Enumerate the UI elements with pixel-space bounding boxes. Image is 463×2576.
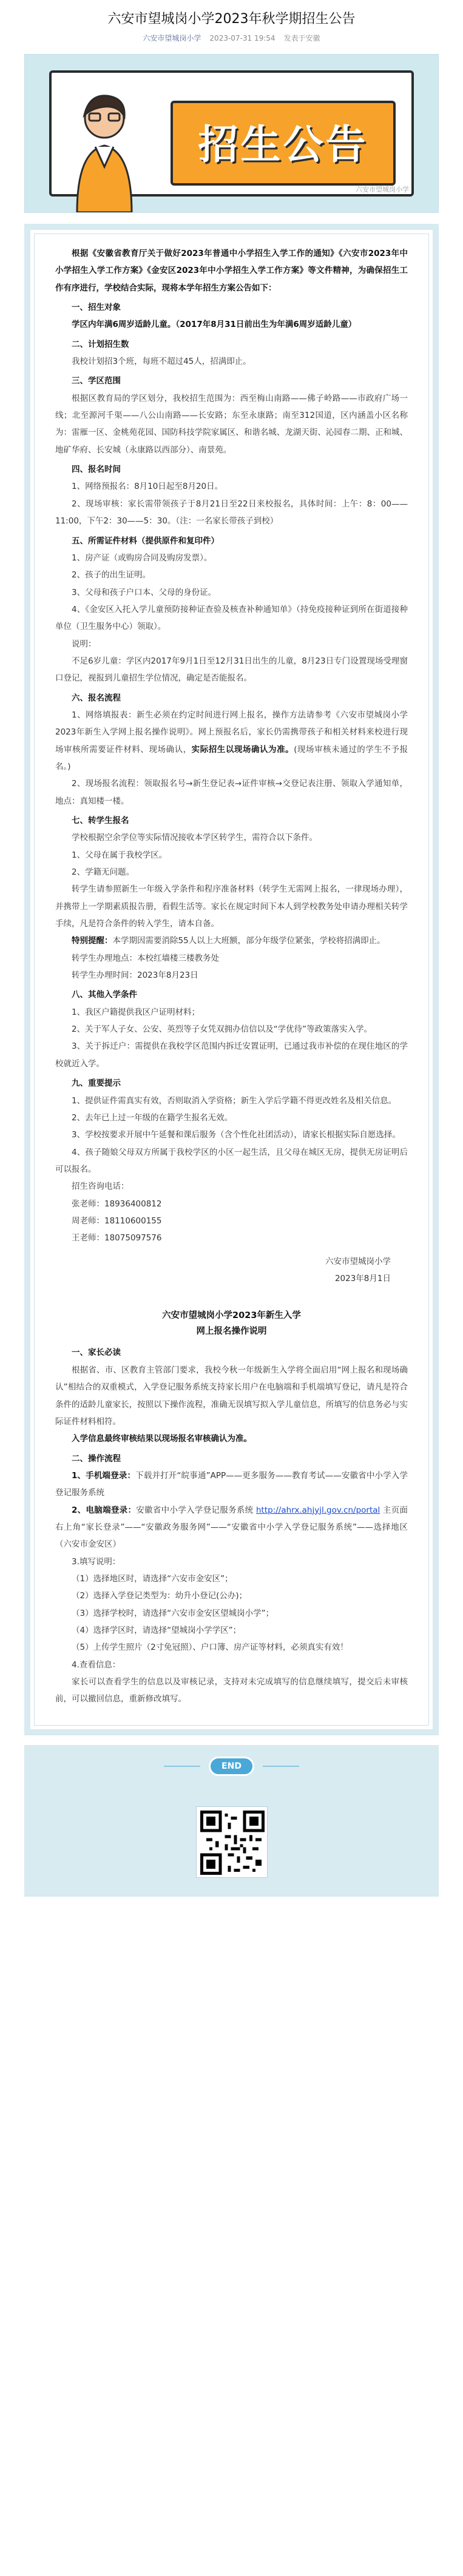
text-run: (现场审核未通过的学生不予报名。) <box>55 744 408 772</box>
section-heading: 一、招生对象 <box>72 303 121 313</box>
guide-section <box>55 1308 408 1707</box>
text-run: 安徽省中小学入学登记服务系统 <box>136 1505 254 1515</box>
portal-link[interactable]: http://ahrx.ahjyjl.gov.cn/portal <box>256 1505 380 1515</box>
qr-section <box>24 1787 439 1897</box>
notice-intro: 根据《安徽省教育厅关于做好2023年普通中小学招生入学工作的通知》《六安市2023年中小学招生入学工作方案》《金安区2023年中小学招生入学工作方案》等文件精神，为确保招生工作有序进行，学校结合实际，现将本学年招生方案公告如下： <box>55 249 408 293</box>
section-heading: 二、操作流程 <box>72 1453 121 1464</box>
paragraph: 学校根据空余学位等实际情况接收本学区转学生，需符合以下条件。 <box>72 833 317 843</box>
text-run: 1、网络填报表：新生必须在约定时间进行网上报名，操作方法请参考《六安市望城岗小学2023年新生入学网上报名操作说明》。网上预报名后，家长仍需携带孩子和相关材料来校进行现场审核所需要证件材料、现场确认， <box>55 710 408 755</box>
contact-line[interactable]: 王老师：18075097576 <box>72 1233 162 1243</box>
paragraph: 1、网络预报名：8月10日起至8月20日。 <box>72 482 223 492</box>
paragraph: 学区内年满6周岁适龄儿童。（2017年8月31日前出生为年满6周岁适龄儿童） <box>72 320 357 330</box>
section-heading: 五、所需证件材料（提供原件和复印件） <box>72 536 219 546</box>
article-header <box>0 0 463 48</box>
end-badge: END <box>209 1757 254 1776</box>
signature-date: 2023年8月1日 <box>334 1273 391 1283</box>
section-heading: 九、重要提示 <box>72 1078 121 1089</box>
paragraph: （5）上传学生照片（2寸免冠照）、户口簿、房产证等材料，必须真实有效！ <box>72 1643 348 1653</box>
paragraph: 转学生办理地点：本校红墙楼三楼教务处 <box>72 953 219 963</box>
paragraph <box>55 932 408 949</box>
publish-location: 发表于安徽 <box>283 34 320 42</box>
paragraph: 2、学籍无问题。 <box>72 867 135 878</box>
paragraph: 1、父母在属于我校学区。 <box>72 850 167 860</box>
paragraph: 根据省、市、区教育主管部门要求，我校今秋一年级新生入学将全面启用“网上报名和现场确认”相结合的双重模式，入学登记服务系统支持家长用户在电脑端和手机端填写登记，请凡是符合条件的适龄儿童家长，按照以下操作流程，准确无误填写拟入学儿童信息，所填写的信息务必与实际证件材料相符。 <box>55 1365 408 1427</box>
paragraph: （1）选择地区时，请选择“六安市金安区”； <box>72 1573 233 1584</box>
paragraph: 3、父母和孩子户口本、父母的身份证。 <box>72 587 217 597</box>
paragraph: 转学生请参照新生一年级入学条件和程序准备材料（转学生无需网上报名，一律现场办理），并携带上一学期素质报告册，看假生活等。家长在规定时间下本人到学校教务处申请办理相关转学手续，凡是符合条件的转入学生，请本自备。 <box>55 884 408 929</box>
section-heading: 七、转学生报名 <box>72 816 129 826</box>
paragraph-bold: 入学信息最终审核结果以现场报名审核确认为准。 <box>72 1434 252 1444</box>
paragraph: 3.填写说明： <box>72 1556 121 1567</box>
paragraph: 2、现场审核：家长需带领孩子于8月21日至22日来校报名，具体时间：上午：8：00——11:00，下午2：30——5：30。（注：一名家长带孩子到校） <box>55 499 408 526</box>
section-heading: 八、其他入学条件 <box>72 990 137 1000</box>
note-label: 说明： <box>72 639 96 649</box>
article-title: 六安市望城岗小学2023年秋学期招生公告 <box>107 12 356 27</box>
paragraph: （4）选择学区时，请选择“望城岗小学学区”； <box>72 1625 242 1635</box>
section-heading: 一、家长必读 <box>72 1348 121 1358</box>
paragraph: 4、《金安区入托入学儿童预防接种证查验及核查补种通知单》（持免疫接种证到所在街道接种单位（卫生服务中心）领取）。 <box>55 604 408 632</box>
bold-run: 特别提醒： <box>72 936 113 946</box>
text-run: 主页面右上角“家长登录”——“安徽政务服务网”——“安徽省中小学入学登记服务系统”——选择地区（六安市金安区） <box>55 1505 408 1550</box>
section-heading: 三、学区范围 <box>72 376 121 386</box>
paragraph: 2、关于军人子女、公安、英烈等子女凭双拥办信信以及“学优待”等政策落实入学。 <box>72 1024 373 1035</box>
section-heading: 六、报名流程 <box>72 693 121 703</box>
section-heading: 四、报名时间 <box>72 465 121 475</box>
guide-title-line: 网上报名操作说明 <box>196 1327 267 1337</box>
text-run: 下载并打开“皖事通”APP——更多服务——教育考试——安徽省中小学入学登记服务系统 <box>55 1470 408 1498</box>
bold-run: 1、手机端登录： <box>72 1470 136 1481</box>
text-run: 本学期因需要消除55人以上大班额，部分年级学位紧张，学校将招满即止。 <box>112 936 385 946</box>
paragraph: 不足6岁儿童：学区内2017年9月1日至12月31日出生的儿童，8月23日专门设置现场受理窗口登记，视报到儿童招生学位情况，确定是否能报名。 <box>55 656 408 684</box>
paragraph: 3、学校按要求开展中午延餐和课后服务（含个性化社团活动），请家长根据实际自愿选择。 <box>72 1130 400 1140</box>
content-inner <box>34 234 429 1726</box>
paragraph: 3、关于拆迁户：需提供在我校学区范围内拆迁安置证明，已通过我市补偿的在现住地区的学校就近入学。 <box>55 1041 408 1069</box>
paragraph: 根据区教育局的学区划分，我校招生范围为：西至梅山南路——佛子岭路——市政府广场一线；北至源河千渠——八公山南路——长安路；东至永康路；南至312国道，区内涵盖小区名称为：雷雁一区、金桃苑花园、国防科技学院家属区、和谐名城、龙湖天街、沁园春二期、正和城、地矿华府、长安城（永康路以西部分）、南景苑。 <box>55 393 408 455</box>
paragraph: 1、我区户籍提供我区户证明材料； <box>72 1007 200 1017</box>
paragraph <box>55 707 408 775</box>
guide-title-line: 六安市望城岗小学2023年新生入学 <box>162 1311 301 1321</box>
author-link[interactable]: 六安市望城岗小学 <box>143 34 201 42</box>
contact-line[interactable]: 张老师：18936400812 <box>72 1199 162 1209</box>
bold-run: 2、电脑端登录： <box>72 1505 137 1515</box>
paragraph: 4.查看信息： <box>72 1660 121 1670</box>
paragraph: 家长可以查看学生的信息以及审核记录，支持对未完成填写的信息继续填写，提交后未审核前，可以撤回信息，重新修改填写。 <box>55 1677 408 1704</box>
paragraph: 1、房产证（或购房合同及购房发票）。 <box>72 553 212 563</box>
paragraph: 2、孩子的出生证明。 <box>72 570 151 580</box>
signature-school: 六安市望城岗小学 <box>325 1256 391 1266</box>
section-heading: 二、计划招生数 <box>72 339 129 349</box>
contact-line[interactable]: 周老师：18110600155 <box>72 1216 162 1226</box>
paragraph: 转学生办理时间：2023年8月23日 <box>72 970 198 981</box>
publish-date: 2023-07-31 19:54 <box>209 33 275 42</box>
paragraph: 1、提供证件需真实有效，否则取消入学资格；新生入学后学籍不得更改姓名及相关信息。 <box>72 1095 397 1106</box>
article-meta <box>24 33 439 43</box>
divider-line <box>164 1766 200 1767</box>
paragraph: （3）选择学校时，请选择“六安市金安区望城岗小学”； <box>72 1608 274 1618</box>
contact-label: 招生咨询电话： <box>72 1182 129 1192</box>
qr-code-icon[interactable] <box>196 1806 268 1878</box>
paragraph: 2、现场报名流程：领取报名号→新生登记表→证件审核→交登记表注册、领取入学通知单，地点：真知楼一楼。 <box>55 779 408 806</box>
banner-image <box>24 54 439 213</box>
content-frame <box>24 224 439 1735</box>
bold-run: 实际招生以现场确认为准。 <box>191 744 294 755</box>
end-divider <box>24 1745 439 1787</box>
paragraph: 4、孩子随娘父母双方所属于我校学区的小区一起生活，且父母在城区无房，提供无房证明后可以报名。 <box>55 1147 408 1174</box>
paragraph: 我校计划招3个班，每班不超过45人，招满即止。 <box>72 357 251 367</box>
spacer <box>55 1247 408 1253</box>
divider-line <box>263 1766 299 1767</box>
banner-title: 招生公告 <box>198 121 368 168</box>
banner-watermark: 六安市望城岗小学 <box>356 186 409 193</box>
notice-section <box>55 245 408 1287</box>
teacher-illustration-icon <box>59 85 150 212</box>
paragraph: 2、去年已上过一年级的在籍学生报名无效。 <box>72 1112 233 1123</box>
guide-title <box>55 1308 408 1339</box>
paragraph <box>55 1502 408 1553</box>
paragraph <box>55 1467 408 1502</box>
paragraph: （2）选择入学登记类型为：幼升小登记(公办)； <box>72 1591 248 1601</box>
